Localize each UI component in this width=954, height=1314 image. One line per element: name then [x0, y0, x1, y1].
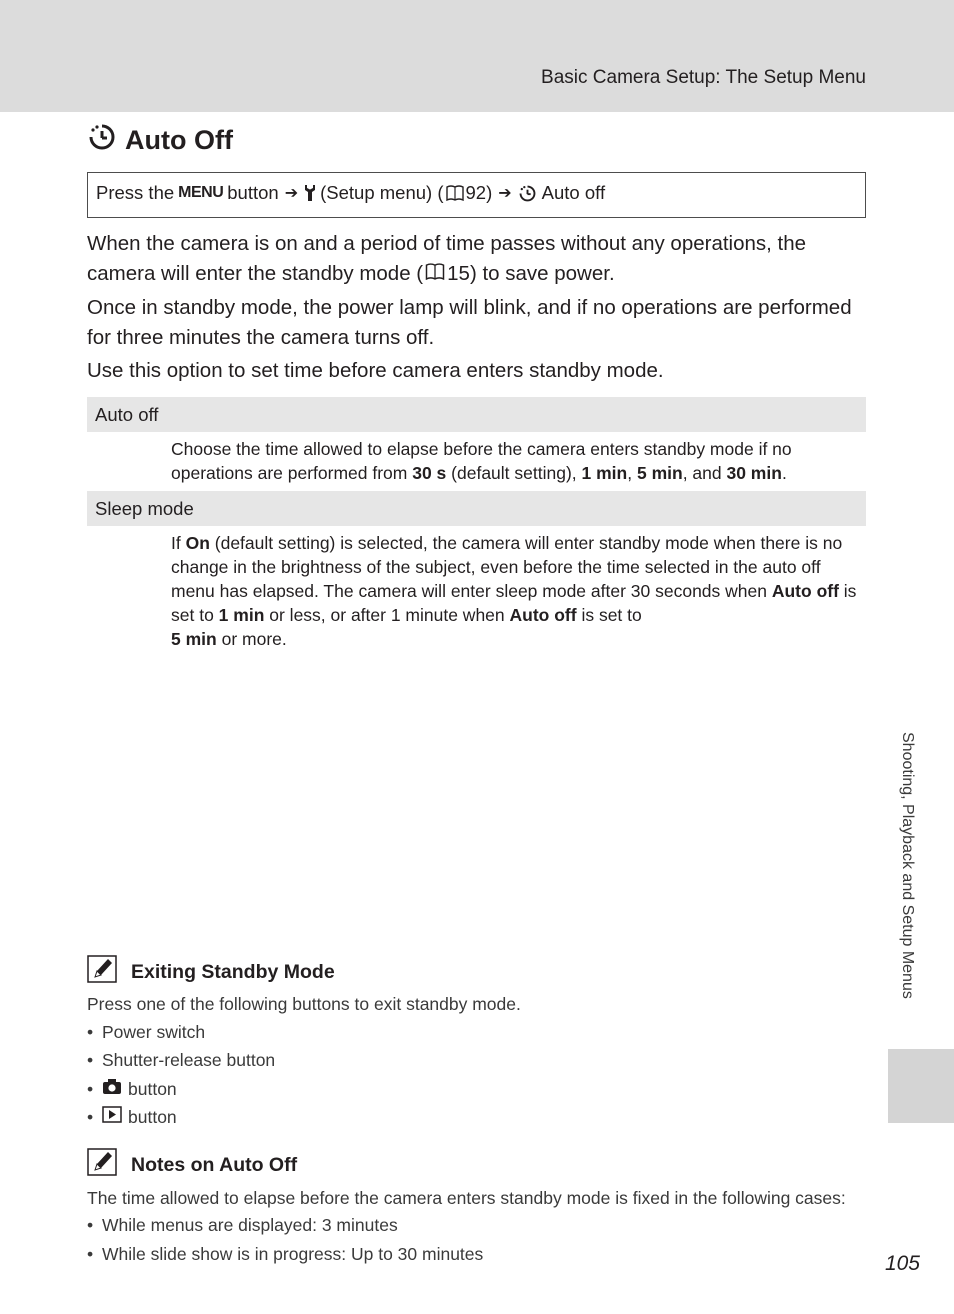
list-item: • button	[87, 1106, 177, 1127]
chapter-tab	[888, 1049, 954, 1123]
path-button-word: button	[227, 182, 279, 203]
page-reference-icon	[425, 259, 445, 289]
menu-button-icon: MENU	[178, 184, 224, 201]
note-text-auto-off: The time allowed to elapse before the camera enters standby mode is fixed in the following cases:	[87, 1188, 846, 1208]
page-title-text: Auto Off	[125, 125, 233, 155]
note-title-exiting-standby	[87, 955, 335, 989]
page-title	[87, 122, 233, 159]
intro-paragraph-1	[87, 229, 857, 289]
page-number: 105	[884, 1252, 920, 1275]
menu-path-box	[87, 172, 866, 218]
list-item: • button	[87, 1078, 177, 1099]
note-title-text: Notes on Auto Off	[131, 1153, 298, 1176]
intro-text-2: Once in standby mode, the power lamp will blink, and if no operations are performed for three minutes the camera turns off.	[87, 296, 852, 349]
note-title-auto-off	[87, 1148, 297, 1182]
page-reference-icon	[446, 185, 464, 201]
playback-button-icon	[102, 1106, 122, 1128]
option-desc-sleep-mode: If On (default setting) is selected, the camera will enter standby mode when there is no change in the brightness of the subject, even before the time selected in the auto off menu has elapsed. The camera will enter sleep mode after 30 seconds when Auto off is set to 1 min or less, or after 1 minute when Auto off is set to 5 min or more.	[171, 533, 857, 649]
note-title-text: Exiting Standby Mode	[131, 960, 335, 983]
list-item: • Power switch	[87, 1022, 206, 1042]
path-setup-menu: (Setup menu) (	[320, 182, 444, 203]
option-desc-auto-off: Choose the time allowed to elapse before the camera enters standby mode if no operations are performed from 30 s (default setting), 1 min, 5 min, and 30 min.	[171, 439, 792, 483]
section-title: Basic Camera Setup: The Setup Menu	[541, 67, 866, 88]
intro-text-3: Use this option to set time before camera enters standby mode.	[87, 359, 664, 382]
note-text-exiting-standby: Press one of the following buttons to exit standby mode.	[87, 994, 521, 1014]
intro-text-1: When the camera is on and a period of time passes without any operations, the camera will enter the standby mode (	[87, 232, 807, 285]
list-item: • While menus are displayed: 3 minutes	[87, 1215, 398, 1235]
side-chapter-label: Shooting, Playback and Setup Menus	[899, 732, 916, 999]
pencil-note-icon	[87, 1148, 117, 1182]
auto-off-timer-icon	[87, 122, 117, 159]
list-item: • Shutter-release button	[87, 1050, 276, 1070]
option-header-auto-off: Auto off	[87, 397, 866, 432]
arrow-right-icon: ➔	[284, 185, 299, 202]
option-header-sleep-mode: Sleep mode	[87, 491, 866, 526]
auto-off-small-icon	[518, 184, 537, 203]
header-band	[0, 0, 954, 112]
arrow-right-icon: ➔	[498, 185, 512, 202]
intro-paragraph-2	[87, 293, 857, 353]
path-press-the: Press the	[96, 182, 175, 203]
menu-path	[96, 182, 605, 204]
path-item: Auto off	[541, 182, 606, 203]
wrench-icon	[304, 184, 316, 202]
pencil-note-icon	[87, 955, 117, 989]
intro-paragraph-3	[87, 356, 857, 386]
list-item: • While slide show is in progress: Up to 30 minutes	[87, 1244, 484, 1264]
intro-text-1-ref: 15) to save power.	[447, 262, 615, 285]
camera-shooting-mode-icon	[102, 1078, 122, 1100]
path-page-ref: 92)	[465, 182, 493, 203]
